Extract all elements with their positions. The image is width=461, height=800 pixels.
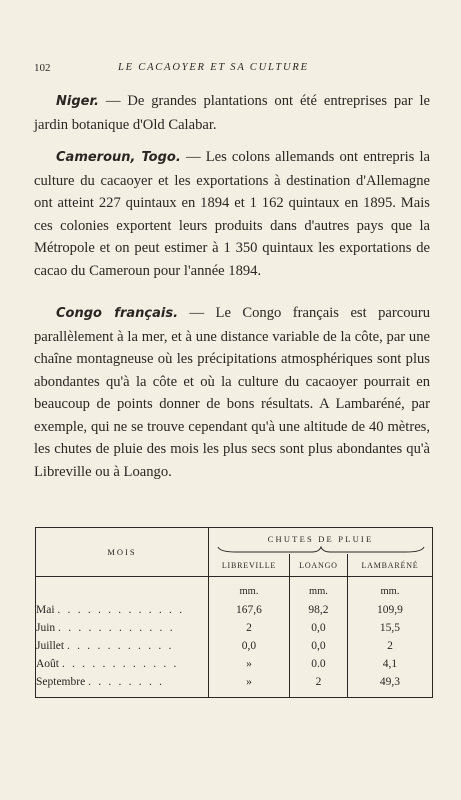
value-cell: » — [209, 673, 290, 698]
month-cell: Août . . . . . . . . . . . . — [36, 655, 209, 673]
column-header-loango: LOANGO — [289, 554, 347, 577]
rainfall-table — [35, 527, 433, 698]
column-header-mois: MOIS — [36, 528, 209, 577]
column-header-libreville: LIBREVILLE — [209, 554, 290, 577]
paragraph-text: Les colons allemands ont entrepris la culture du cacaoyer et les exportations à destination d'Allemagne ont atteint 227 quintaux en 1894 et 1 162 quintaux en 1895. Mais ces colonies exportent leurs produits dans d'autres pays que la Métropole et on peut estimer à 1 350 quintaux les exportations de cacao du Cameroun pour l'année 1894. — [34, 149, 430, 279]
month-cell: Juillet . . . . . . . . . . . — [36, 637, 209, 655]
value-cell: 49,3 — [379, 676, 401, 688]
page-number: 102 — [34, 62, 51, 74]
running-title: LE CACAOYER ET SA CULTURE — [118, 62, 309, 73]
unit-cell: mm. — [289, 577, 347, 602]
table-row — [36, 655, 433, 673]
value-cell: 4,1 — [382, 658, 398, 670]
value-cell: 2 — [387, 640, 393, 652]
table-row — [36, 673, 433, 698]
month-cell: Juin . . . . . . . . . . . . — [36, 619, 209, 637]
value-cell: 0.0 — [289, 655, 347, 673]
paragraph-niger: Niger. — De grandes plantations ont été entreprises par le jardin botanique d'Old Calabar. — [34, 93, 430, 133]
value-cell: 0,0 — [289, 637, 347, 655]
value-cell: 0,0 — [289, 619, 347, 637]
value-cell: 167,6 — [209, 601, 290, 619]
value-cell: 2 — [209, 619, 290, 637]
month-cell: Septembre . . . . . . . . — [36, 673, 209, 698]
unit-cell: mm. — [209, 577, 290, 602]
table-row — [36, 637, 433, 655]
value-cell: 98,2 — [289, 601, 347, 619]
value-cell: 2 — [289, 673, 347, 698]
paragraph-heading: Niger. — [56, 94, 99, 109]
paragraph-heading: Cameroun, Togo. — [56, 150, 181, 165]
paragraph-text: Le Congo français est parcouru parallèlement à la mer, et à une distance variable de la côte, par une chaîne montagneuse où les précipitations atmosphériques sont plus abondantes qu'à la côte et où la culture du cacaoyer pourrait en beaucoup de points donner de bons résultats. A Lambaréné, par exemple, qui ne se trouve cependant qu'à une altitude de 40 mètres, les chutes de pluie des mois les plus secs sont plus abondantes qu'à Libreville ou à Loango. — [34, 305, 430, 480]
brace-icon — [216, 546, 426, 554]
column-header-lambarene: LAMBARÉNÉ — [347, 554, 432, 577]
value-cell: 15,5 — [379, 622, 401, 634]
page-header — [34, 62, 429, 78]
paragraph-congo-francais: Congo français. — Le Congo français est parcouru parallèlement à la mer, et à une distance variable de la côte, par une chaîne montagneuse où les précipitations atmosphériques sont plus abondantes qu'à la côte et où la culture du cacaoyer pourrait en beaucoup de points donner de bons résultats. A Lambaréné, par exemple, qui ne se trouve cependant qu'à une altitude de 40 mètres, les chutes de pluie des mois les plus secs sont plus abondantes qu'à Libreville ou à Loango. — [34, 305, 430, 480]
value-cell: » — [209, 655, 290, 673]
units-row — [36, 577, 433, 602]
paragraph-text: De grandes plantations ont été entreprises par le jardin botanique d'Old Calabar. — [34, 93, 430, 133]
month-cell: Mai . . . . . . . . . . . . . — [36, 601, 209, 619]
table-row — [36, 601, 433, 619]
value-cell: 109,9 — [377, 604, 403, 616]
group-header-chutes-de-pluie: CHUTES DE PLUIE — [209, 528, 433, 555]
value-cell: 0,0 — [209, 637, 290, 655]
unit-cell: mm. — [380, 585, 400, 597]
paragraph-cameroun-togo: Cameroun, Togo. — Les colons allemands ont entrepris la culture du cacaoyer et les exportations à destination d'Allemagne ont atteint 227 quintaux en 1894 et 1 162 quintaux en 1895. Mais ces colonies exportent leurs produits dans d'autres pays que la Métropole et on peut estimer à 1 350 quintaux les exportations de cacao du Cameroun pour l'année 1894. — [34, 149, 430, 279]
table-row — [36, 619, 433, 637]
paragraph-heading: Congo français. — [56, 306, 179, 321]
